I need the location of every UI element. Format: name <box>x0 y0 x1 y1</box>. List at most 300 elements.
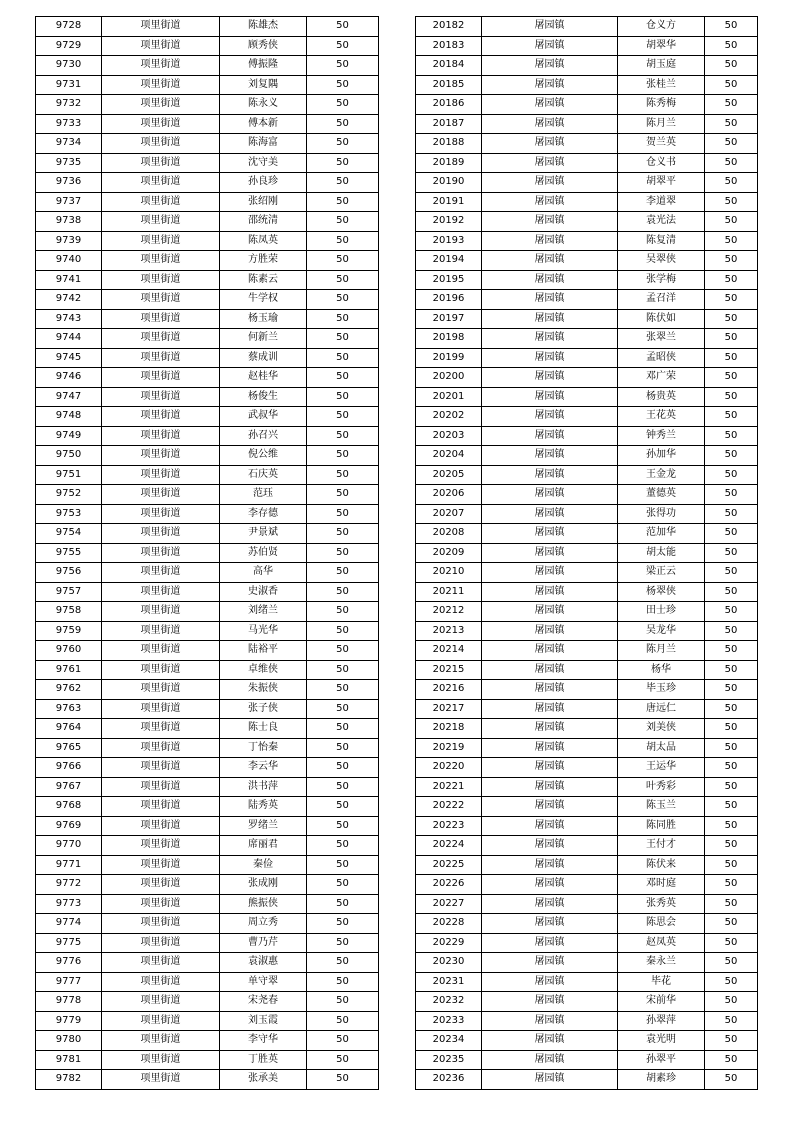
name-cell: 蔡成训 <box>220 348 307 368</box>
region-cell: 屠园镇 <box>482 1050 618 1070</box>
name-cell: 史淑香 <box>220 582 307 602</box>
table-row <box>416 875 758 895</box>
region-cell: 项里街道 <box>102 758 220 778</box>
region-cell: 项里街道 <box>102 212 220 232</box>
region-cell: 屠园镇 <box>482 231 618 251</box>
name-cell: 张桂兰 <box>618 75 705 95</box>
row-id-cell: 20192 <box>416 212 482 232</box>
row-id-cell: 9751 <box>36 465 102 485</box>
name-cell: 单守翠 <box>220 972 307 992</box>
table-row <box>36 680 379 700</box>
amount-cell: 50 <box>705 485 758 505</box>
region-cell: 项里街道 <box>102 563 220 583</box>
name-cell: 孟召洋 <box>618 290 705 310</box>
table-row <box>36 602 379 622</box>
region-cell: 项里街道 <box>102 1050 220 1070</box>
row-id-cell: 20222 <box>416 797 482 817</box>
name-cell: 袁光明 <box>618 1031 705 1051</box>
amount-cell: 50 <box>705 1031 758 1051</box>
row-id-cell: 20185 <box>416 75 482 95</box>
table-row <box>416 407 758 427</box>
region-cell: 项里街道 <box>102 894 220 914</box>
region-cell: 项里街道 <box>102 290 220 310</box>
row-id-cell: 9745 <box>36 348 102 368</box>
amount-cell: 50 <box>307 1050 379 1070</box>
region-cell: 项里街道 <box>102 914 220 934</box>
name-cell: 张学梅 <box>618 270 705 290</box>
table-row <box>36 1031 379 1051</box>
amount-cell: 50 <box>307 855 379 875</box>
table-row <box>416 1050 758 1070</box>
row-id-cell: 20209 <box>416 543 482 563</box>
name-cell: 张子侠 <box>220 699 307 719</box>
row-id-cell: 20229 <box>416 933 482 953</box>
row-id-cell: 20188 <box>416 134 482 154</box>
name-cell: 杨玉瑜 <box>220 309 307 329</box>
name-cell: 王运华 <box>618 758 705 778</box>
amount-cell: 50 <box>705 836 758 856</box>
table-row <box>36 348 379 368</box>
name-cell: 尹景斌 <box>220 524 307 544</box>
table-row <box>416 524 758 544</box>
table-row <box>36 719 379 739</box>
region-cell: 项里街道 <box>102 582 220 602</box>
amount-cell: 50 <box>307 894 379 914</box>
name-cell: 丁怡秦 <box>220 738 307 758</box>
amount-cell: 50 <box>307 953 379 973</box>
row-id-cell: 20187 <box>416 114 482 134</box>
table-row <box>416 699 758 719</box>
table-row <box>36 329 379 349</box>
region-cell: 屠园镇 <box>482 992 618 1012</box>
name-cell: 洪书萍 <box>220 777 307 797</box>
row-id-cell: 20227 <box>416 894 482 914</box>
table-row <box>416 1031 758 1051</box>
region-cell: 项里街道 <box>102 1070 220 1090</box>
table-row <box>36 621 379 641</box>
row-id-cell: 20205 <box>416 465 482 485</box>
amount-cell: 50 <box>307 485 379 505</box>
region-cell: 屠园镇 <box>482 212 618 232</box>
table-row <box>36 231 379 251</box>
table-row <box>36 173 379 193</box>
amount-cell: 50 <box>307 1011 379 1031</box>
amount-cell: 50 <box>307 797 379 817</box>
region-cell: 项里街道 <box>102 270 220 290</box>
name-cell: 秦永兰 <box>618 953 705 973</box>
table-row <box>36 56 379 76</box>
name-cell: 邓时庭 <box>618 875 705 895</box>
name-cell: 董德英 <box>618 485 705 505</box>
row-id-cell: 20234 <box>416 1031 482 1051</box>
row-id-cell: 20194 <box>416 251 482 271</box>
region-cell: 屠园镇 <box>482 426 618 446</box>
table-row <box>36 251 379 271</box>
table-row <box>416 504 758 524</box>
region-cell: 项里街道 <box>102 816 220 836</box>
row-id-cell: 20210 <box>416 563 482 583</box>
region-cell: 屠园镇 <box>482 582 618 602</box>
region-cell: 屠园镇 <box>482 1011 618 1031</box>
region-cell: 屠园镇 <box>482 153 618 173</box>
table-row <box>36 972 379 992</box>
row-id-cell: 9753 <box>36 504 102 524</box>
name-cell: 秦俭 <box>220 855 307 875</box>
name-cell: 苏伯贤 <box>220 543 307 563</box>
row-id-cell: 20189 <box>416 153 482 173</box>
region-cell: 屠园镇 <box>482 524 618 544</box>
table-row <box>416 36 758 56</box>
name-cell: 田士珍 <box>618 602 705 622</box>
amount-cell: 50 <box>705 660 758 680</box>
table-row <box>416 426 758 446</box>
region-cell: 项里街道 <box>102 329 220 349</box>
region-cell: 屠园镇 <box>482 309 618 329</box>
row-id-cell: 20182 <box>416 17 482 37</box>
amount-cell: 50 <box>307 777 379 797</box>
table-row <box>36 1011 379 1031</box>
amount-cell: 50 <box>705 309 758 329</box>
row-id-cell: 9764 <box>36 719 102 739</box>
region-cell: 屠园镇 <box>482 485 618 505</box>
name-cell: 胡太能 <box>618 543 705 563</box>
row-id-cell: 9750 <box>36 446 102 466</box>
row-id-cell: 9728 <box>36 17 102 37</box>
region-cell: 项里街道 <box>102 855 220 875</box>
region-cell: 屠园镇 <box>482 251 618 271</box>
name-cell: 刘绪兰 <box>220 602 307 622</box>
table-row <box>416 914 758 934</box>
row-id-cell: 9758 <box>36 602 102 622</box>
region-cell: 屠园镇 <box>482 329 618 349</box>
amount-cell: 50 <box>705 465 758 485</box>
amount-cell: 50 <box>705 621 758 641</box>
amount-cell: 50 <box>307 387 379 407</box>
amount-cell: 50 <box>705 953 758 973</box>
row-id-cell: 20235 <box>416 1050 482 1070</box>
amount-cell: 50 <box>705 36 758 56</box>
table-row <box>416 465 758 485</box>
region-cell: 项里街道 <box>102 446 220 466</box>
amount-cell: 50 <box>307 719 379 739</box>
row-id-cell: 9760 <box>36 641 102 661</box>
name-cell: 范珏 <box>220 485 307 505</box>
table-row <box>36 797 379 817</box>
region-cell: 屠园镇 <box>482 680 618 700</box>
row-id-cell: 20201 <box>416 387 482 407</box>
table-row <box>36 17 379 37</box>
row-id-cell: 9738 <box>36 212 102 232</box>
table-row <box>416 816 758 836</box>
amount-cell: 50 <box>307 972 379 992</box>
row-id-cell: 20211 <box>416 582 482 602</box>
table-row <box>36 914 379 934</box>
amount-cell: 50 <box>705 1011 758 1031</box>
amount-cell: 50 <box>705 875 758 895</box>
table-row <box>416 153 758 173</box>
amount-cell: 50 <box>307 875 379 895</box>
table-row <box>36 270 379 290</box>
table-row <box>36 114 379 134</box>
region-cell: 屠园镇 <box>482 270 618 290</box>
row-id-cell: 20217 <box>416 699 482 719</box>
table-row <box>416 719 758 739</box>
row-id-cell: 20206 <box>416 485 482 505</box>
amount-cell: 50 <box>705 699 758 719</box>
name-cell: 孙召兴 <box>220 426 307 446</box>
amount-cell: 50 <box>705 680 758 700</box>
amount-cell: 50 <box>307 992 379 1012</box>
name-cell: 张承美 <box>220 1070 307 1090</box>
region-cell: 项里街道 <box>102 992 220 1012</box>
name-cell: 袁光法 <box>618 212 705 232</box>
table-row <box>416 192 758 212</box>
row-id-cell: 20236 <box>416 1070 482 1090</box>
table-row <box>36 582 379 602</box>
row-id-cell: 9747 <box>36 387 102 407</box>
name-cell: 张绍刚 <box>220 192 307 212</box>
region-cell: 项里街道 <box>102 524 220 544</box>
region-cell: 屠园镇 <box>482 446 618 466</box>
name-cell: 孙翠萍 <box>618 1011 705 1031</box>
region-cell: 项里街道 <box>102 777 220 797</box>
name-cell: 陈伏如 <box>618 309 705 329</box>
region-cell: 项里街道 <box>102 465 220 485</box>
amount-cell: 50 <box>705 192 758 212</box>
row-id-cell: 9740 <box>36 251 102 271</box>
table-row <box>416 368 758 388</box>
table-row <box>416 485 758 505</box>
table-row <box>36 953 379 973</box>
table-row <box>36 816 379 836</box>
name-cell: 吴龙华 <box>618 621 705 641</box>
region-cell: 项里街道 <box>102 134 220 154</box>
name-cell: 仓义书 <box>618 153 705 173</box>
region-cell: 项里街道 <box>102 56 220 76</box>
region-cell: 屠园镇 <box>482 134 618 154</box>
name-cell: 陈海富 <box>220 134 307 154</box>
region-cell: 屠园镇 <box>482 855 618 875</box>
table-row <box>36 563 379 583</box>
amount-cell: 50 <box>307 329 379 349</box>
region-cell: 项里街道 <box>102 309 220 329</box>
region-cell: 屠园镇 <box>482 738 618 758</box>
table-row <box>416 641 758 661</box>
region-cell: 屠园镇 <box>482 465 618 485</box>
name-cell: 孙良珍 <box>220 173 307 193</box>
row-id-cell: 9763 <box>36 699 102 719</box>
row-id-cell: 20221 <box>416 777 482 797</box>
amount-cell: 50 <box>705 816 758 836</box>
name-cell: 陈复清 <box>618 231 705 251</box>
table-row <box>416 933 758 953</box>
table-row <box>416 992 758 1012</box>
amount-cell: 50 <box>307 933 379 953</box>
amount-cell: 50 <box>705 407 758 427</box>
amount-cell: 50 <box>307 446 379 466</box>
row-id-cell: 9756 <box>36 563 102 583</box>
region-cell: 项里街道 <box>102 875 220 895</box>
name-cell: 曹乃芹 <box>220 933 307 953</box>
amount-cell: 50 <box>705 348 758 368</box>
amount-cell: 50 <box>307 426 379 446</box>
table-row <box>36 777 379 797</box>
row-id-cell: 20228 <box>416 914 482 934</box>
name-cell: 席丽君 <box>220 836 307 856</box>
region-cell: 项里街道 <box>102 75 220 95</box>
amount-cell: 50 <box>307 251 379 271</box>
table-row <box>36 387 379 407</box>
row-id-cell: 9761 <box>36 660 102 680</box>
region-cell: 屠园镇 <box>482 95 618 115</box>
amount-cell: 50 <box>307 602 379 622</box>
region-cell: 屠园镇 <box>482 1031 618 1051</box>
table-row <box>416 173 758 193</box>
amount-cell: 50 <box>307 758 379 778</box>
amount-cell: 50 <box>307 504 379 524</box>
amount-cell: 50 <box>705 95 758 115</box>
table-row <box>36 407 379 427</box>
amount-cell: 50 <box>705 368 758 388</box>
region-cell: 项里街道 <box>102 504 220 524</box>
name-cell: 傅本新 <box>220 114 307 134</box>
table-row <box>36 426 379 446</box>
amount-cell: 50 <box>705 992 758 1012</box>
region-cell: 屠园镇 <box>482 660 618 680</box>
region-cell: 屠园镇 <box>482 543 618 563</box>
name-cell: 方胜荣 <box>220 251 307 271</box>
name-cell: 周立秀 <box>220 914 307 934</box>
name-cell: 高华 <box>220 563 307 583</box>
row-id-cell: 20199 <box>416 348 482 368</box>
name-cell: 王金龙 <box>618 465 705 485</box>
name-cell: 袁淑惠 <box>220 953 307 973</box>
row-id-cell: 9782 <box>36 1070 102 1090</box>
row-id-cell: 20220 <box>416 758 482 778</box>
name-cell: 陈月兰 <box>618 114 705 134</box>
name-cell: 卓维侠 <box>220 660 307 680</box>
name-cell: 李守华 <box>220 1031 307 1051</box>
table-row <box>416 251 758 271</box>
amount-cell: 50 <box>307 582 379 602</box>
name-cell: 张得功 <box>618 504 705 524</box>
row-id-cell: 20225 <box>416 855 482 875</box>
name-cell: 陈思会 <box>618 914 705 934</box>
row-id-cell: 20184 <box>416 56 482 76</box>
name-cell: 赵桂华 <box>220 368 307 388</box>
name-cell: 梁正云 <box>618 563 705 583</box>
amount-cell: 50 <box>307 153 379 173</box>
table-row <box>36 758 379 778</box>
row-id-cell: 9765 <box>36 738 102 758</box>
region-cell: 项里街道 <box>102 602 220 622</box>
table-row <box>36 212 379 232</box>
region-cell: 屠园镇 <box>482 816 618 836</box>
amount-cell: 50 <box>307 231 379 251</box>
row-id-cell: 20207 <box>416 504 482 524</box>
row-id-cell: 20195 <box>416 270 482 290</box>
name-cell: 顾秀侠 <box>220 36 307 56</box>
amount-cell: 50 <box>705 329 758 349</box>
name-cell: 张翠兰 <box>618 329 705 349</box>
region-cell: 屠园镇 <box>482 875 618 895</box>
row-id-cell: 20212 <box>416 602 482 622</box>
table-row <box>416 953 758 973</box>
table-row <box>36 894 379 914</box>
name-cell: 孙翠平 <box>618 1050 705 1070</box>
name-cell: 宋尧春 <box>220 992 307 1012</box>
name-cell: 陆秀英 <box>220 797 307 817</box>
region-cell: 项里街道 <box>102 719 220 739</box>
name-cell: 熊振侠 <box>220 894 307 914</box>
table-row <box>416 348 758 368</box>
row-id-cell: 9759 <box>36 621 102 641</box>
name-cell: 李云华 <box>220 758 307 778</box>
amount-cell: 50 <box>705 758 758 778</box>
name-cell: 丁胜英 <box>220 1050 307 1070</box>
table-row <box>416 56 758 76</box>
table-row <box>416 836 758 856</box>
name-cell: 胡翠华 <box>618 36 705 56</box>
table-row <box>36 1050 379 1070</box>
amount-cell: 50 <box>705 797 758 817</box>
amount-cell: 50 <box>705 524 758 544</box>
amount-cell: 50 <box>705 1070 758 1090</box>
table-row <box>416 972 758 992</box>
table-row <box>416 563 758 583</box>
row-id-cell: 20190 <box>416 173 482 193</box>
region-cell: 项里街道 <box>102 660 220 680</box>
name-cell: 胡太品 <box>618 738 705 758</box>
row-id-cell: 20202 <box>416 407 482 427</box>
table-row <box>416 17 758 37</box>
amount-cell: 50 <box>705 563 758 583</box>
name-cell: 傅振隆 <box>220 56 307 76</box>
region-cell: 项里街道 <box>102 953 220 973</box>
table-row <box>36 933 379 953</box>
amount-cell: 50 <box>307 660 379 680</box>
name-cell: 罗绪兰 <box>220 816 307 836</box>
row-id-cell: 20196 <box>416 290 482 310</box>
table-row <box>416 758 758 778</box>
amount-cell: 50 <box>705 56 758 76</box>
region-cell: 屠园镇 <box>482 368 618 388</box>
amount-cell: 50 <box>307 816 379 836</box>
amount-cell: 50 <box>705 1050 758 1070</box>
region-cell: 屠园镇 <box>482 407 618 427</box>
name-cell: 宋前华 <box>618 992 705 1012</box>
region-cell: 项里街道 <box>102 699 220 719</box>
amount-cell: 50 <box>307 641 379 661</box>
row-id-cell: 9768 <box>36 797 102 817</box>
region-cell: 项里街道 <box>102 173 220 193</box>
name-cell: 邓广荣 <box>618 368 705 388</box>
amount-cell: 50 <box>307 914 379 934</box>
row-id-cell: 20230 <box>416 953 482 973</box>
region-cell: 项里街道 <box>102 17 220 37</box>
name-cell: 王花英 <box>618 407 705 427</box>
table-row <box>36 36 379 56</box>
region-cell: 项里街道 <box>102 836 220 856</box>
name-cell: 马光华 <box>220 621 307 641</box>
row-id-cell: 20203 <box>416 426 482 446</box>
name-cell: 胡翠平 <box>618 173 705 193</box>
table-row <box>416 777 758 797</box>
region-cell: 项里街道 <box>102 407 220 427</box>
name-cell: 陈同胜 <box>618 816 705 836</box>
region-cell: 项里街道 <box>102 114 220 134</box>
amount-cell: 50 <box>705 719 758 739</box>
